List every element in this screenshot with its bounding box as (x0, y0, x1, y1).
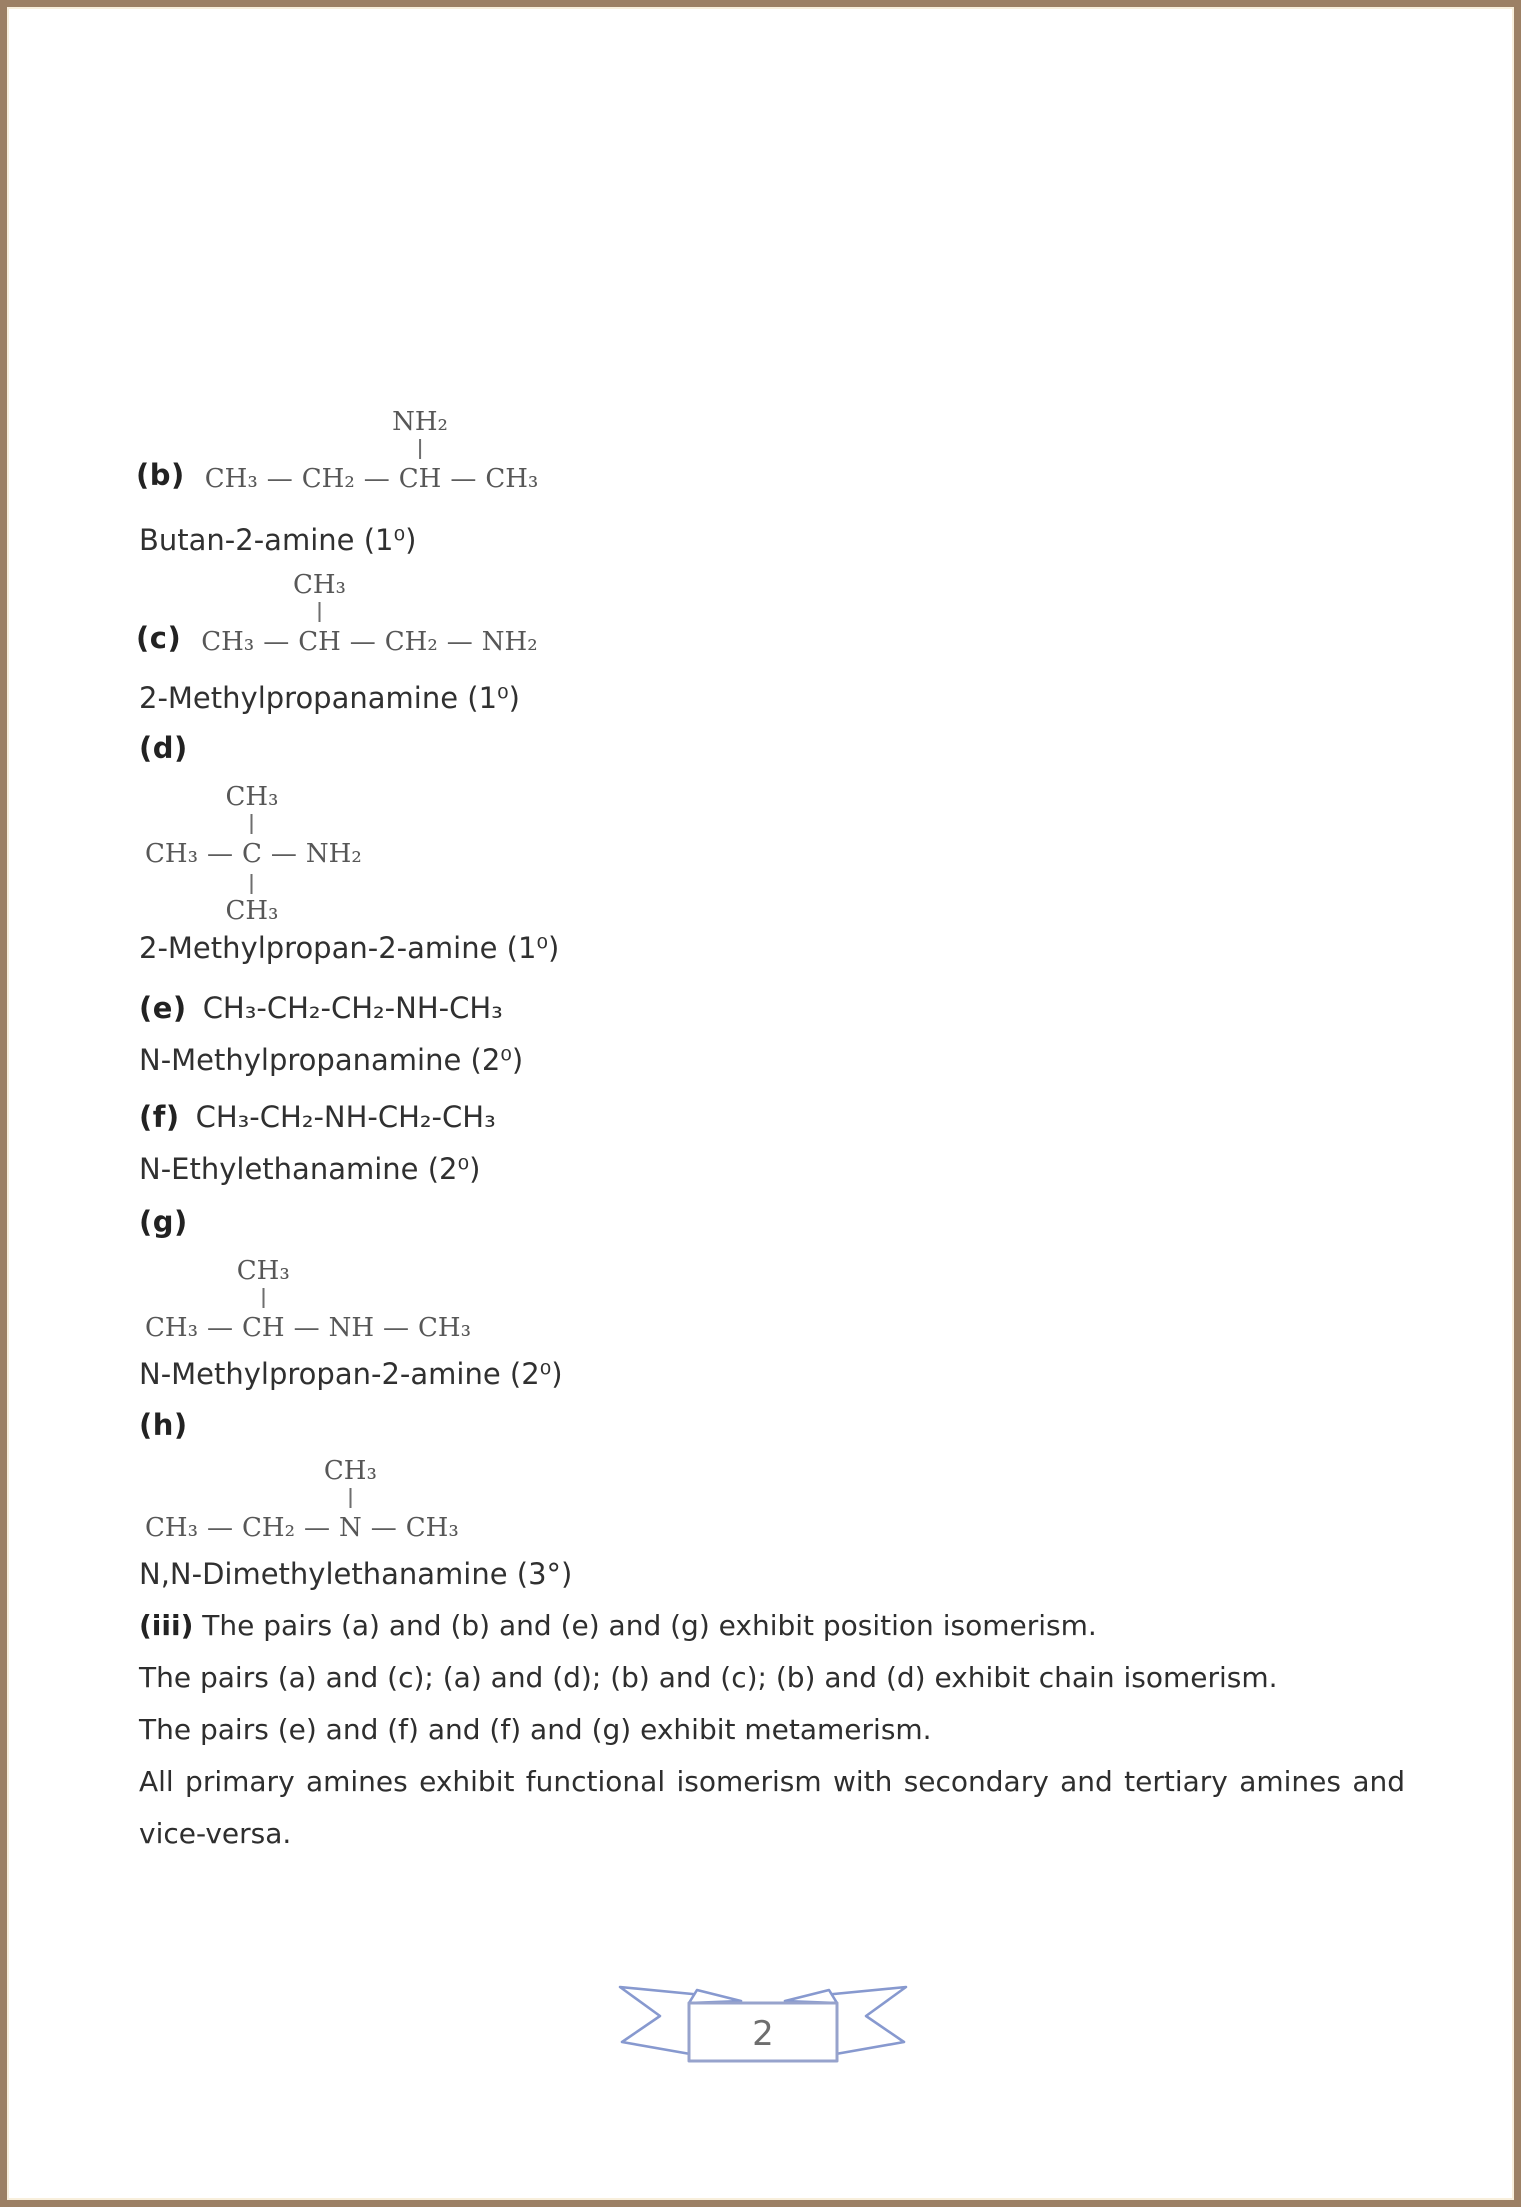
formula-c (201, 570, 538, 657)
answer-paragraphs (139, 1600, 1405, 1860)
atom: CH (242, 1313, 285, 1343)
branch-group: CH₃ (292, 570, 346, 600)
branch-group: CH₃ (323, 1456, 377, 1486)
atom-with-branch (323, 1456, 377, 1543)
structure-g (145, 1255, 471, 1343)
formula-d (145, 782, 362, 926)
formula-b (204, 407, 539, 494)
vertical-bond (318, 602, 320, 622)
atom: CH (298, 627, 341, 657)
item-label-c: (c) (136, 621, 182, 655)
atom-with-branch (236, 1256, 290, 1343)
caption-f: N-Ethylethanamine (2⁰) (139, 1152, 481, 1186)
branch-top (225, 784, 278, 839)
page-background (7, 7, 1514, 2200)
atom: CH₂ (384, 627, 438, 657)
formula-f: CH₃-CH₂-NH-CH₂-CH₃ (195, 1100, 496, 1134)
vertical-bond (262, 1288, 264, 1308)
formula-h (145, 1456, 459, 1543)
paragraph-metamerism: The pairs (e) and (f) and (f) and (g) exhibit metamerism. (139, 1713, 932, 1746)
vertical-bond (251, 814, 253, 834)
ribbon-right-fold (785, 1990, 837, 2003)
item-label-h: (h) (139, 1408, 188, 1442)
bond: — (263, 627, 290, 657)
bond: — (270, 839, 297, 869)
item-f (139, 1100, 496, 1134)
caption-g: N-Methylpropan-2-amine (2⁰) (139, 1357, 563, 1391)
item-label-g: (g) (139, 1205, 188, 1239)
caption-b: Butan-2-amine (1⁰) (139, 523, 417, 557)
item-label-d: (d) (139, 731, 188, 765)
atom-with-branch (225, 782, 279, 926)
atom: C (242, 839, 262, 869)
atom: CH₃ (145, 1313, 198, 1343)
page-number: 2 (752, 2014, 774, 2054)
paragraph-functional-isomerism: All primary amines exhibit functional isomerism with secondary and tertiary amines and vice-versa. (139, 1765, 1405, 1850)
atom: CH₃ (145, 839, 198, 869)
vertical-bond (251, 874, 253, 894)
branch-top (324, 1458, 377, 1513)
branch-group: CH₃ (236, 1256, 290, 1286)
item-label-b: (b) (136, 458, 185, 492)
structure-b (136, 408, 538, 494)
branch-top (392, 409, 448, 464)
caption-c: 2-Methylpropanamine (1⁰) (139, 681, 520, 715)
structure-h (145, 1455, 459, 1543)
paragraph-chain-isomerism: The pairs (a) and (c); (a) and (d); (b) and (c); (b) and (d) exhibit chain isomerism. (139, 1661, 1278, 1694)
caption-e: N-Methylpropanamine (2⁰) (139, 1043, 524, 1077)
branch-top (237, 1258, 290, 1313)
bond: — (304, 1513, 330, 1543)
paragraph-label-iii: (iii) (139, 1609, 194, 1642)
bond: — (370, 1513, 397, 1543)
bond: — (383, 1313, 410, 1343)
caption-d: 2-Methylpropan-2-amine (1⁰) (139, 931, 560, 965)
branch-top (293, 572, 346, 627)
caption-h: N,N-Dimethylethanamine (3°) (139, 1557, 573, 1591)
structure-c (136, 571, 538, 657)
branch-group: CH₃ (225, 896, 279, 926)
item-label-e: (e) (139, 991, 187, 1025)
bond: — (207, 1513, 233, 1543)
paragraph-position-isomerism (139, 1600, 1405, 1652)
paragraph-text: The pairs (a) and (b) and (e) and (g) exhibit position isomerism. (193, 1609, 1097, 1642)
atom: CH₃ (204, 464, 258, 494)
item-e (139, 991, 503, 1025)
branch-bottom (225, 869, 278, 924)
atom: CH₃ (418, 1313, 472, 1343)
bond: — (363, 464, 390, 494)
atom: N (339, 1513, 362, 1543)
item-label-f: (f) (139, 1100, 180, 1134)
formula-e: CH₃-CH₂-CH₂-NH-CH₃ (202, 991, 503, 1025)
bond: — (450, 464, 477, 494)
atom: NH₂ (305, 839, 362, 869)
atom: CH₃ (405, 1513, 459, 1543)
atom-with-branch (292, 570, 346, 657)
formula-g (145, 1256, 472, 1343)
branch-group: NH₂ (392, 407, 448, 437)
ribbon-left-fold (689, 1990, 741, 2003)
vertical-bond (419, 439, 421, 459)
page-number-ribbon (613, 1974, 913, 2074)
atom: CH (398, 464, 442, 494)
bond: — (293, 1313, 320, 1343)
atom: CH₂ (242, 1513, 295, 1543)
atom: NH (328, 1313, 375, 1343)
bond: — (207, 1313, 233, 1343)
branch-group: CH₃ (225, 782, 279, 812)
atom: CH₂ (301, 464, 355, 494)
bond: — (266, 464, 293, 494)
atom: CH₃ (145, 1513, 198, 1543)
atom: CH₃ (201, 627, 255, 657)
bond: — (207, 839, 233, 869)
atom: NH₂ (481, 627, 538, 657)
vertical-bond (349, 1488, 351, 1508)
structure-d (145, 781, 362, 927)
bond: — (349, 627, 376, 657)
atom: CH₃ (485, 464, 539, 494)
bond: — (446, 627, 473, 657)
atom-with-branch (392, 407, 448, 494)
